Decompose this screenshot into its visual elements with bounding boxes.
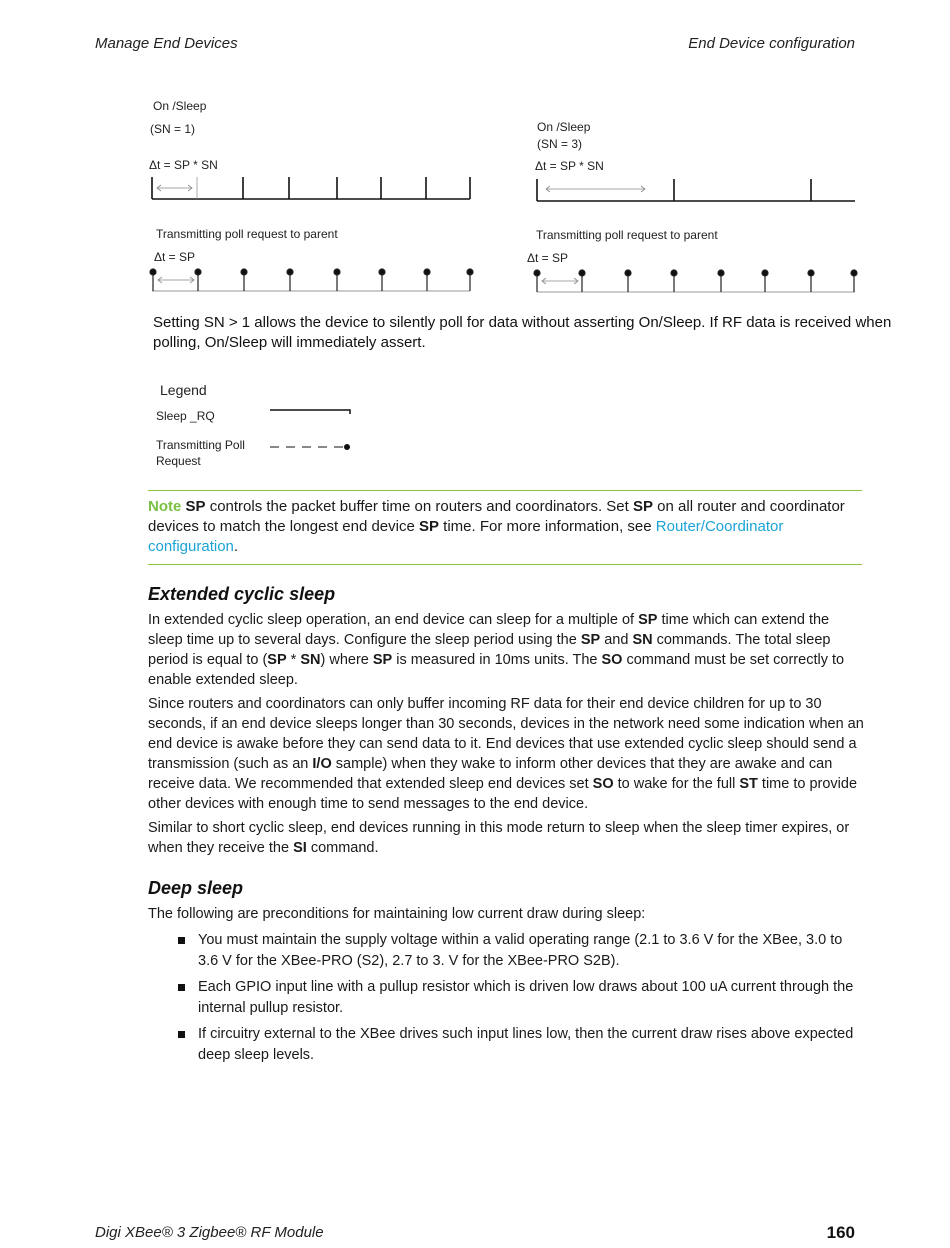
running-header-left: Manage End Devices bbox=[95, 35, 238, 52]
note-text-3: time. For more information, see bbox=[439, 518, 656, 535]
right-delta-arrow bbox=[546, 186, 645, 192]
main-content bbox=[148, 584, 864, 1071]
right-sn-label: (SN = 3) bbox=[537, 137, 583, 151]
note-label: Note bbox=[148, 498, 182, 515]
legend-title: Legend bbox=[160, 382, 207, 398]
note-sp-3: SP bbox=[419, 518, 440, 535]
left-onsleep-title: On /Sleep bbox=[153, 99, 207, 113]
list-item: If circuitry external to the XBee drives such input lines low, then the current draw rises above expected deep sleep levels. bbox=[178, 1024, 864, 1066]
extended-paragraph-1: In extended cyclic sleep operation, an end device can sleep for a multiple of SP time which can extend the sleep time up to several days. Configure the sleep period using the SP and SN commands. The total sleep period is equal to (SP * SN) where SP is measured in 10ms units. The SO command must be set correctly to enable extended sleep. bbox=[148, 612, 845, 688]
deep-sleep-intro: The following are preconditions for maintaining low current draw during sleep: bbox=[148, 906, 646, 922]
note-box bbox=[148, 490, 862, 565]
deep-sleep-heading: Deep sleep bbox=[148, 878, 244, 898]
left-delta-arrow bbox=[157, 185, 192, 191]
right-poll-delta-arrow bbox=[542, 278, 578, 284]
right-onsleep-waveform bbox=[537, 179, 855, 201]
list-item: You must maintain the supply voltage within a valid operating range (2.1 to 3.6 V for the XBee, 3.0 to 3.6 V for the XBee-PRO (S2), 2.7 to 3. V for the XBee-PRO S2B). bbox=[178, 930, 864, 972]
left-poll-label: Transmitting poll request to parent bbox=[156, 227, 338, 241]
left-poll-delta: Δt = SP bbox=[154, 250, 196, 264]
page-number: 160 bbox=[826, 1223, 855, 1242]
left-poll-waveform bbox=[150, 269, 473, 291]
extended-paragraph-3: Similar to short cyclic sleep, end devices running in this mode return to sleep when the sleep timer expires, or when they receive the SI command. bbox=[148, 820, 850, 856]
running-header-right: End Device configuration bbox=[688, 35, 855, 52]
left-delta-label: Δt = SP * SN bbox=[149, 158, 218, 172]
right-poll-waveform bbox=[534, 270, 857, 292]
extended-paragraph-2: Since routers and coordinators can only buffer incoming RF data for their end device children for up to 30 seconds, if an end device sleeps longer than 30 seconds, devices in the network need some indication when an end device is awake before they can send data to it. End devices that use extended cyclic sleep should send a transmission (such as an I/O sample) when they wake to inform other devices that they are awake and can receive data. We recommended that extended sleep end devices set SO to wake for the full ST time to provide other devices with enough time to send messages to the end device. bbox=[148, 696, 864, 812]
router-coordinator-config-link[interactable]: Router/Coordinator configuration bbox=[148, 518, 784, 555]
right-poll-label: Transmitting poll request to parent bbox=[536, 228, 718, 242]
sleep-timing-diagram bbox=[0, 0, 950, 480]
bullet-square-icon bbox=[178, 984, 185, 991]
list-item: Each GPIO input line with a pullup resistor which is driven low draws about 100 uA current through the internal pullup resistor. bbox=[178, 977, 864, 1019]
legend-sleep-rq-label: Sleep _RQ bbox=[156, 409, 215, 423]
left-poll-delta-arrow bbox=[158, 277, 194, 283]
footer-product-name: Digi XBee® 3 Zigbee® RF Module bbox=[95, 1224, 324, 1241]
note-sp-1: SP bbox=[185, 498, 206, 515]
legend-poll-label-line1: Transmitting Poll bbox=[156, 438, 245, 452]
note-text-1: controls the packet buffer time on routers and coordinators. Set bbox=[205, 498, 633, 515]
bullet-square-icon bbox=[178, 1031, 185, 1038]
left-onsleep-waveform bbox=[152, 177, 470, 199]
legend-poll-label-line2: Request bbox=[156, 454, 201, 468]
right-poll-delta: Δt = SP bbox=[527, 251, 569, 265]
extended-cyclic-sleep-heading: Extended cyclic sleep bbox=[148, 584, 336, 604]
right-delta-label: Δt = SP * SN bbox=[535, 159, 604, 173]
deep-sleep-preconditions-list bbox=[148, 930, 864, 1066]
note-sp-2: SP bbox=[633, 498, 654, 515]
right-onsleep-title: On /Sleep bbox=[537, 120, 591, 134]
note-text-2: on all router and coordinator devices to match the longest end device bbox=[148, 498, 845, 535]
legend-poll-dashed-line bbox=[270, 444, 350, 450]
sn-explanation: Setting SN > 1 allows the device to silently poll for data without asserting On/Sleep. If RF data is received when polling, On/Sleep will immediately assert. bbox=[153, 314, 892, 351]
note-text-4: . bbox=[233, 538, 239, 555]
bullet-square-icon bbox=[178, 937, 185, 944]
left-sn-label: (SN = 1) bbox=[150, 122, 196, 136]
legend-sleep-rq-line bbox=[270, 410, 350, 414]
